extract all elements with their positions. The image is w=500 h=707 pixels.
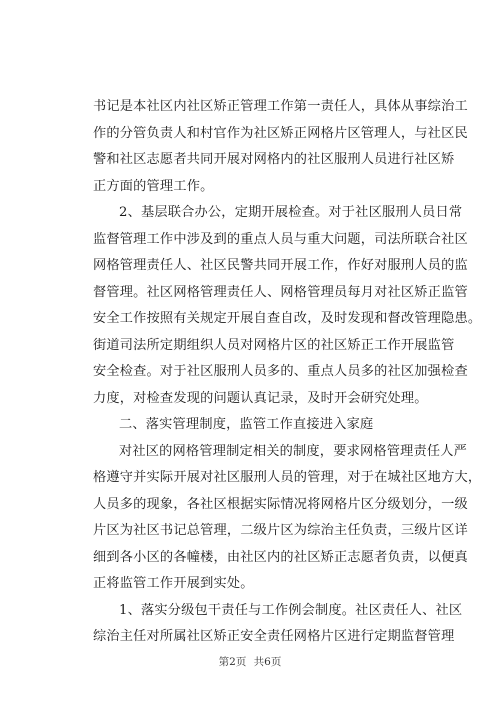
text-line: 作的分管负责人和村官作为社区矫正网格片区管理人，与社区民 (93, 125, 468, 141)
text-line: 1、落实分级包干责任与工作例会制度。社区责任人、社区 (119, 602, 463, 618)
text-line: 正方面的管理工作。 (93, 178, 214, 194)
text-line: 人员多的现象，各社区根据实际情况将网格片区分级划分，一级 (93, 496, 468, 512)
text-line: 网格管理责任人、社区民警共同开展工作，作好对服刑人员的监 (93, 258, 468, 273)
section-heading: 二、落实管理制度，监管工作直接进入家庭 (119, 417, 374, 432)
text-line: 片区为社区书记总管理，二级片区为综治主任负责，三级片区详 (93, 523, 468, 538)
document-body (93, 94, 482, 651)
text-line: 格遵守并实际开展对社区服刑人员的管理，对于在城社区地方大， (93, 470, 482, 485)
text-line: 书记是本社区内社区矫正管理工作第一责任人，具体从事综治工 (93, 99, 468, 114)
text-line: 2、基层联合办公，定期开展检查。对于社区服刑人员日常 (119, 205, 463, 220)
text-line: 力度，对检查发现的问题认真记录，及时开会研究处理。 (93, 390, 428, 406)
text-line: 正将监管工作开展到实处。 (93, 576, 254, 591)
page-total: 共6页 (253, 656, 282, 668)
page-footer (0, 654, 500, 669)
text-line: 督管理。社区网格管理责任人、网格管理员每月对社区矫正监管 (93, 284, 468, 300)
text-line: 安全工作按照有关规定开展自查自改，及时发现和督改管理隐患。 (93, 311, 482, 326)
page-number: 第2页 (218, 656, 247, 668)
text-line: 细到各小区的各幢楼，由社区内的社区矫正志愿者负责，以便真 (93, 549, 468, 565)
text-line: 对社区的网格管理制定相关的制度，要求网格管理责任人严 (119, 443, 468, 459)
text-line: 街道司法所定期组织人员对网格片区的社区矫正工作开展监管 (93, 337, 455, 353)
text-line: 监督管理工作中涉及到的重点人员与重大问题，司法所联合社区 (93, 231, 468, 247)
text-line: 安全检查。对于社区服刑人员多的、重点人员多的社区加强检查 (93, 364, 468, 379)
text-line: 综治主任对所属社区矫正安全责任网格片区进行定期监督管理 (93, 629, 455, 644)
text-line: 警和社区志愿者共同开展对网格内的社区服刑人员进行社区矫 (93, 152, 455, 167)
